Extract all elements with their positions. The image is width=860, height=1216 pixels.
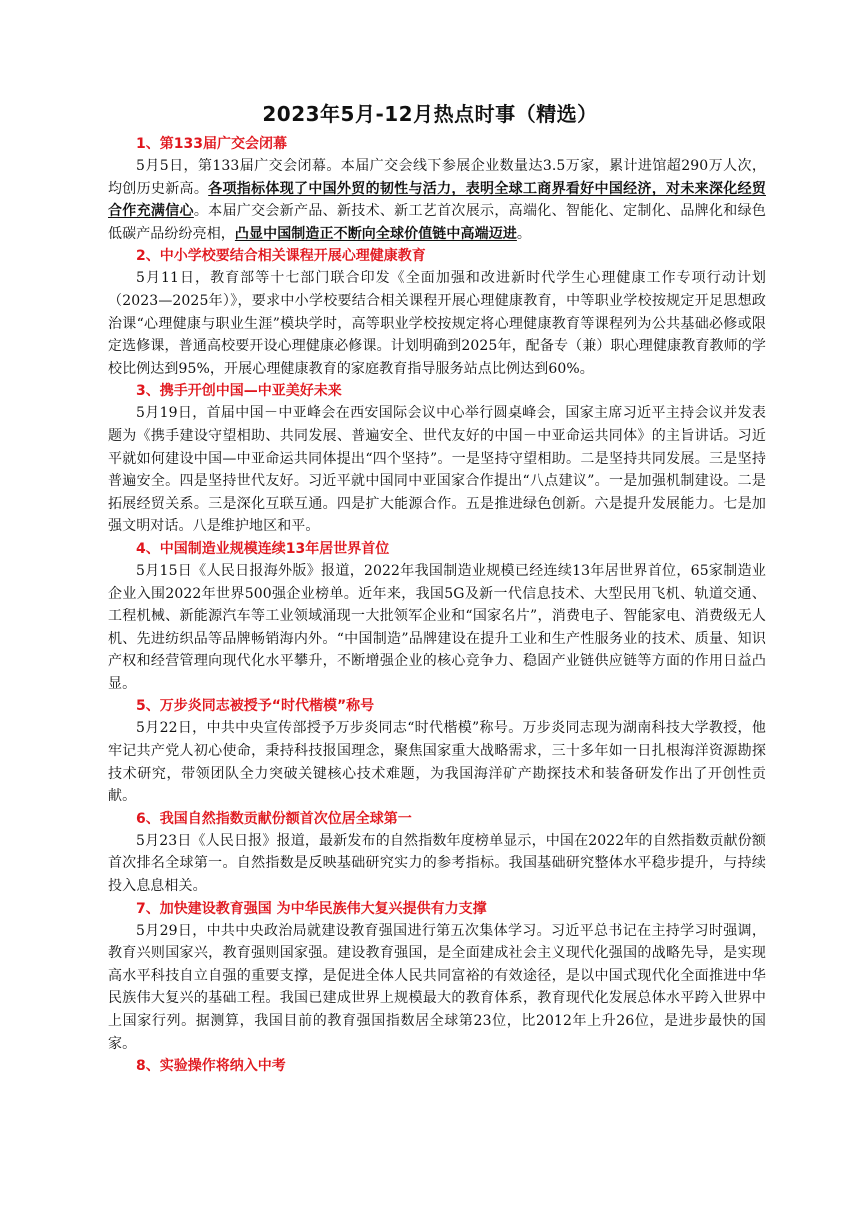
body-text: 5月19日，首届中国－中亚峰会在西安国际会议中心举行圆桌峰会，国家主席习近平主持会议并发表题为《携手建设守望相助、共同发展、普遍安全、世代友好的中国－中亚命运共同体》的主旨讲话。习近平就如何建设中国—中亚命运共同体提出“四个坚持”。一是坚持守望相助。二是坚持共同发展。三是坚持普遍安全。四是坚持世代友好。习近平就中国同中亚国家合作提出“八点建议”。一是加强机制建设。二是拓展经贸关系。三是深化互联互通。四是扩大能源合作。五是推进绿色创新。六是提升发展能力。七是加强文明对话。八是维护地区和平。 [108,405,766,535]
section-paragraph [108,920,766,1056]
emphasis-text: 凸显中国制造正不断向全球价值链中高端迈进 [234,225,517,242]
body-text: 5月11日，教育部等十七部门联合印发《全面加强和改进新时代学生心理健康工作专项行动计划（2023—2025年）》，要求中小学校要结合相关课程开展心理健康教育，中等职业学校按规定开足思想政治课“心理健康与职业生涯”模块学时，高等职业学校按规定将心理健康教育等课程列为公共基础必修或限定选修课，普通高校要开设心理健康必修课。计划明确到2025年，配备专（兼）职心理健康教育教师的学校比例达到95%，开展心理健康教育的家庭教育指导服务站点比例达到60%。 [108,270,766,377]
document-title: 2023年5月-12月热点时事（精选） [262,102,598,126]
section-paragraph [108,717,766,807]
section-heading: 8、实验操作将纳入中考 [136,1058,286,1075]
emphasis-text: 各项指标体现了中国外贸的韧性与活力，表明全球工商界看好中国经济，对未来深化经贸合作充满信心 [108,180,766,220]
body-text: 5月22日，中共中央宣传部授予万步炎同志“时代楷模”称号。万步炎同志现为湖南科技大学教授，他牢记共产党人初心使命，秉持科技报国理念，聚焦国家重大战略需求，三十多年如一日扎根海洋资源勘探技术研究，带领团队全力突破关键核心技术难题，为我国海洋矿产勘探技术和装备研发作出了开创性贡献。 [108,720,766,805]
section-heading: 7、加快建设教育强国 为中华民族伟大复兴提供有力支撑 [136,900,487,917]
section-heading: 6、我国自然指数贡献份额首次位居全球第一 [136,810,412,827]
body-text: 5月5日，第133届广交会闭幕。本届广交会线下参展企业数量达3.5万家，累计进馆超290万人次，均创历史新高。 [108,158,766,197]
section-paragraph [108,267,766,380]
section-heading: 4、中国制造业规模连续13年居世界首位 [136,540,390,557]
section-heading: 3、携手开创中国—中亚美好未来 [136,383,342,400]
body-text: 。 [516,225,532,242]
section-paragraph [108,830,766,898]
section-paragraph [108,155,766,245]
section-paragraph [108,402,766,538]
section-heading: 1、第133届广交会闭幕 [136,136,287,152]
body-text: 5月23日《人民日报》报道，最新发布的自然指数年度榜单显示，中国在2022年的自然指数贡献份额首次排名全球第一。自然指数是反映基础研究实力的参考指标。我国基础研究整体水平稳步提升，与持续投入息息相关。 [108,832,766,895]
body-text: 5月29日，中共中央政治局就建设教育强国进行第五次集体学习。习近平总书记在主持学习时强调，教育兴则国家兴，教育强则国家强。建设教育强国，是全面建成社会主义现代化强国的战略先导，是实现高水平科技自立自强的重要支撑，是促进全体人民共同富裕的有效途径，是以中国式现代化全面推进中华民族伟大复兴的基础工程。我国已建成世界上规模最大的教育体系，教育现代化发展总体水平跨入世界中上国家行列。据测算，我国目前的教育强国指数居全球第23位，比2012年上升26位，是进步最快的国家。 [108,922,766,1052]
body-text: 5月15日《人民日报海外版》报道，2022年我国制造业规模已经连续13年居世界首位，65家制造业企业入围2022年世界500强企业榜单。近年来，我国5G及新一代信息技术、大型民用飞机、轨道交通、工程机械、新能源汽车等工业领域涌现一大批领军企业和“国家名片”，消费电子、智能家电、消费级无人机、先进纺织品等品牌畅销海内外。“中国制造”品牌建设在提升工业和生产性服务业的技术、质量、知识产权和经营管理向现代化水平攀升，不断增强企业的核心竞争力、稳固产业链供应链等方面的作用日益凸显。 [108,562,766,692]
section-heading: 2、中小学校要结合相关课程开展心理健康教育 [136,248,426,265]
section-paragraph [108,560,766,696]
body-text: 。本届广交会新产品、新技术、新工艺首次展示，高端化、智能化、定制化、品牌化和绿色低碳产品纷纷亮相， [108,203,766,242]
document-body [108,133,766,1077]
section-heading: 5、万步炎同志被授予“时代楷模”称号 [136,698,375,715]
